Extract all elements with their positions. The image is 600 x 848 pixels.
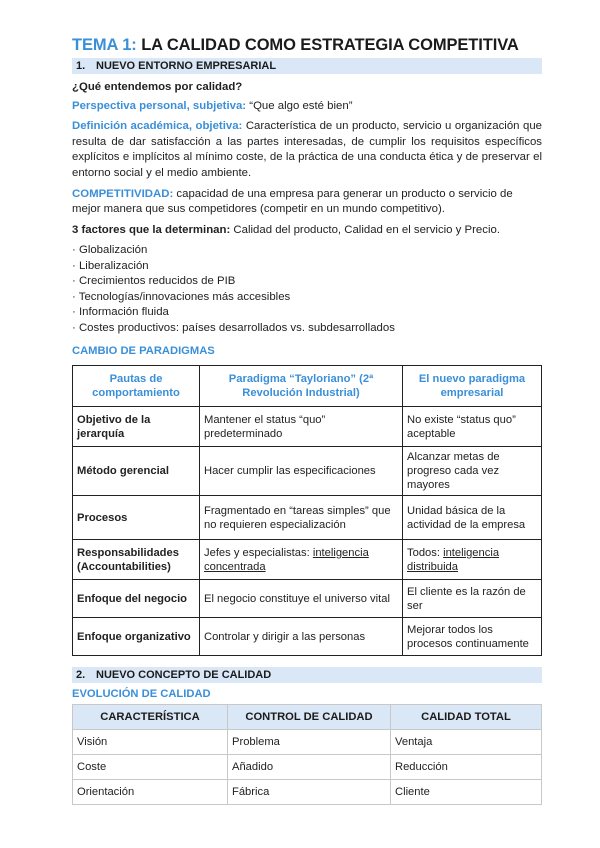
underlined-term: inteligencia distribuida xyxy=(407,546,500,573)
table-cell: Cliente xyxy=(391,780,542,805)
cell-prefix: Jefes y especialistas: xyxy=(204,546,313,559)
row-label: Enfoque organizativo xyxy=(73,618,200,656)
column-header: CARACTERÍSTICA xyxy=(73,705,228,730)
table-cell: No existe “status quo” aceptable xyxy=(403,407,542,447)
academic-definition xyxy=(72,119,542,181)
column-header: CALIDAD TOTAL xyxy=(391,705,542,730)
table-cell: El negocio constituye el universo vital xyxy=(200,580,403,618)
list-item: · Globalización xyxy=(72,244,148,257)
table-row xyxy=(73,730,542,755)
section-1-label: NUEVO ENTORNO EMPRESARIAL xyxy=(96,60,277,72)
table-cell: Añadido xyxy=(228,755,391,780)
table-cell: Visión xyxy=(73,730,228,755)
academic-text: Característica de un producto, servicio u organización que resulta de dar satisfacción a las partes interesadas, de cumplir los requisitos específicos explícitos e implícitos al mínimo coste, de la práctica de una conducta ética y de preservar el entorno social y el medio ambiente. xyxy=(72,120,542,179)
table-cell: Orientación xyxy=(73,780,228,805)
row-label: Procesos xyxy=(73,496,200,540)
table-cell: Controlar y dirigir a las personas xyxy=(200,618,403,656)
section-1-header xyxy=(72,58,542,74)
underlined-term: inteligencia concentrada xyxy=(204,546,369,573)
table-row xyxy=(73,580,542,618)
table-row xyxy=(73,447,542,496)
row-label: Enfoque del negocio xyxy=(73,580,200,618)
table-cell: Hacer cumplir las especificaciones xyxy=(200,447,403,496)
competitividad-label: COMPETITIVIDAD: xyxy=(72,187,174,200)
list-item: · Crecimientos reducidos de PIB xyxy=(72,275,236,288)
title-number: TEMA 1: xyxy=(72,36,137,54)
table-row xyxy=(73,407,542,447)
list-item: · Costes productivos: países desarrollados vs. subdesarrollados xyxy=(72,321,395,334)
table-cell: El cliente es la razón de ser xyxy=(403,580,542,618)
row-label: Responsabilidades (Accountabilities) xyxy=(73,540,200,580)
factors-label: 3 factores que la determinan: xyxy=(72,223,231,236)
table-cell: Mantener el status “quo” predeterminado xyxy=(200,407,403,447)
personal-text: “Que algo esté bien” xyxy=(246,99,353,112)
list-item: · Liberalización xyxy=(72,259,149,272)
cell-prefix: Todos: xyxy=(407,546,444,559)
personal-label: Perspectiva personal, subjetiva: xyxy=(72,99,247,112)
title-text: LA CALIDAD COMO ESTRATEGIA COMPETITIVA xyxy=(141,36,519,54)
paradigms-heading: CAMBIO DE PARADIGMAS xyxy=(72,345,215,358)
table-header-row xyxy=(73,366,542,407)
table-cell: Alcanzar metas de progreso cada vez mayores xyxy=(403,447,542,496)
column-header: Paradigma “Tayloriano” (2ª Revolución Industrial) xyxy=(200,366,403,407)
page-title xyxy=(72,0,542,55)
table-row xyxy=(73,618,542,656)
factors-line xyxy=(72,223,542,239)
table-row xyxy=(73,540,542,580)
table-cell: Ventaja xyxy=(391,730,542,755)
row-label: Objetivo de la jerarquía xyxy=(73,407,200,447)
academic-label: Definición académica, objetiva: xyxy=(72,120,243,133)
section-2-header xyxy=(72,667,542,683)
competitividad-text: capacidad de una empresa para generar un producto o servicio de mejor manera que sus competidores (competir en un mundo competitivo). xyxy=(72,187,513,216)
section-2-number: 2. xyxy=(76,669,86,682)
table-header-row xyxy=(73,705,542,730)
row-label: Método gerencial xyxy=(73,447,200,496)
factors-text: Calidad del producto, Calidad en el servicio y Precio. xyxy=(230,223,500,236)
column-header: Pautas de comportamiento xyxy=(73,366,200,407)
quality-question: ¿Qué entendemos por calidad? xyxy=(72,81,243,93)
evolution-table xyxy=(72,704,542,805)
column-header: CONTROL DE CALIDAD xyxy=(228,705,391,730)
table-cell xyxy=(200,540,403,580)
table-row xyxy=(73,780,542,805)
list-item: · Tecnologías/innovaciones más accesibles xyxy=(72,290,291,303)
factors-bullet-list xyxy=(72,243,542,336)
list-item: · Información fluida xyxy=(72,306,169,319)
paradigms-table xyxy=(72,365,542,656)
table-cell: Mejorar todos los procesos continuamente xyxy=(403,618,542,656)
table-cell: Coste xyxy=(73,755,228,780)
section-1-number: 1. xyxy=(76,60,86,72)
column-header: El nuevo paradigma empresarial xyxy=(403,366,542,407)
table-cell: Fragmentado en “tareas simples” que no requieren especialización xyxy=(200,496,403,540)
table-row xyxy=(73,496,542,540)
personal-perspective xyxy=(72,99,542,115)
table-cell: Unidad básica de la actividad de la empresa xyxy=(403,496,542,540)
table-row xyxy=(73,755,542,780)
table-cell: Fábrica xyxy=(228,780,391,805)
evolution-heading: EVOLUCIÓN DE CALIDAD xyxy=(72,688,211,701)
competitividad-definition xyxy=(72,187,542,218)
table-cell: Problema xyxy=(228,730,391,755)
table-cell xyxy=(403,540,542,580)
table-cell: Reducción xyxy=(391,755,542,780)
section-2-label: NUEVO CONCEPTO DE CALIDAD xyxy=(96,669,272,682)
